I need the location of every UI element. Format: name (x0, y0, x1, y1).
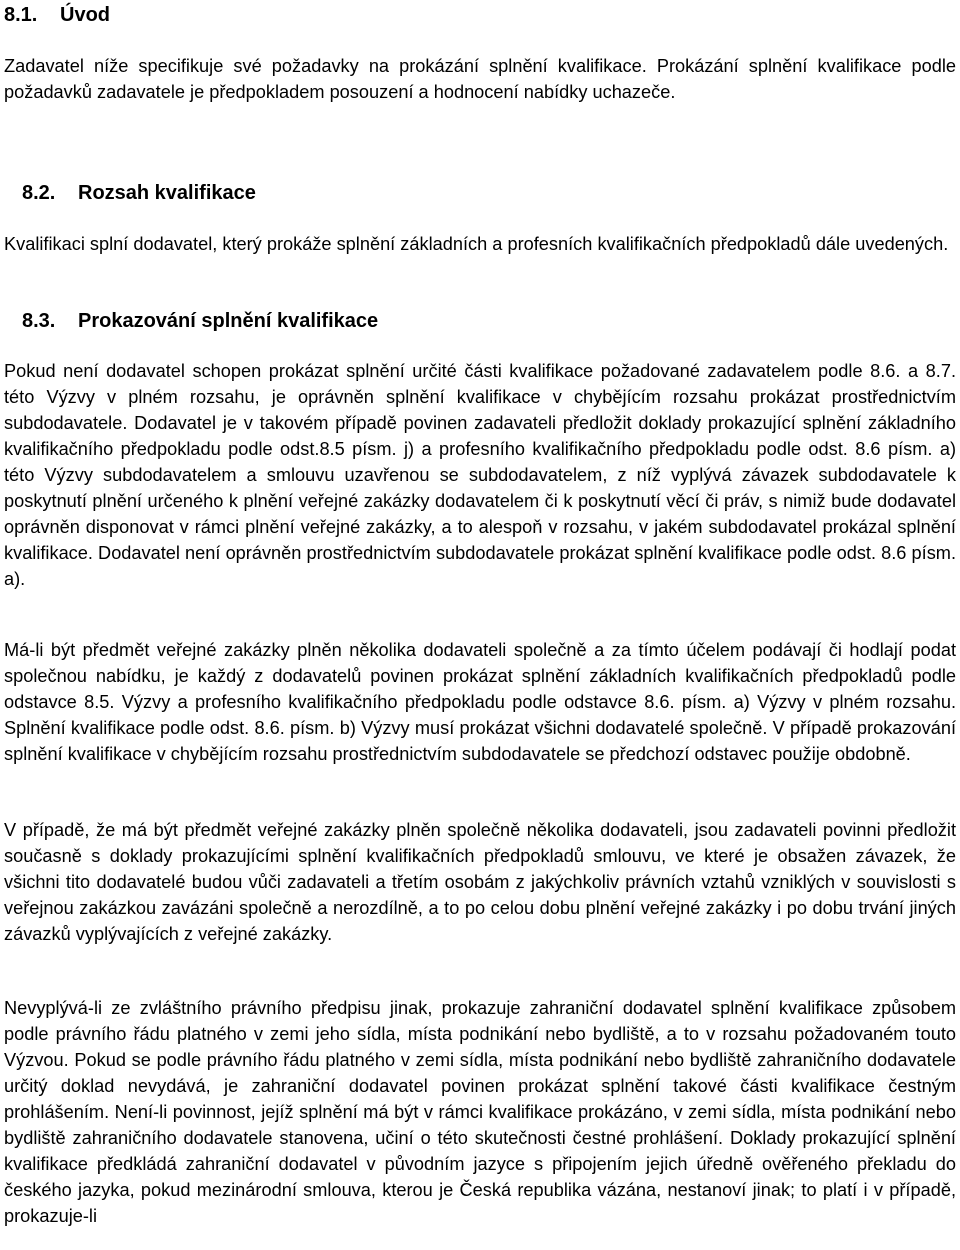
paragraph-scope: Kvalifikaci splní dodavatel, který prokáže splnění základních a profesních kvalifikačních předpokladů dále uvedených. (4, 234, 949, 254)
section-number: 8.2. (22, 182, 56, 204)
section-heading-uvod (4, 2, 110, 28)
section-title: Prokazování splnění kvalifikace (78, 310, 379, 332)
section-number: 8.3. (22, 310, 56, 332)
section-heading-rozsah (22, 180, 256, 206)
section-title: Úvod (60, 4, 110, 26)
section-title: Rozsah kvalifikace (78, 182, 256, 204)
section-number: 8.1. (4, 4, 38, 26)
paragraph-joint-liability: V případě, že má být předmět veřejné zakázky plněn společně několika dodavateli, jsou zadavateli povinni předložit současně s doklady prokazujícími splnění kvalifikačních předpokladů smlouvu, ve které je obsažen závazek, že všichni tito dodavatelé budou vůči zadavateli a třetím osobám z jakýchkoliv právních vztahů vzniklých v souvislosti s veřejnou zakázkou zavázáni společně a nerozdílně, a to po celou dobu plnění veřejné zakázky i po dobu trvání jiných závazků vyplývajících z veřejné zakázky. (4, 820, 956, 944)
section-heading-prokazovani (22, 308, 378, 334)
paragraph-intro: Zadavatel níže specifikuje své požadavky na prokázání splnění kvalifikace. Prokázání splnění kvalifikace podle požadavků zadavatele je předpokladem posouzení a hodnocení nabídky uchazeče. (4, 56, 956, 102)
paragraph-subcontractor: Pokud není dodavatel schopen prokázat splnění určité části kvalifikace požadované zadavatelem podle 8.6. a 8.7. této Výzvy v plném rozsahu, je oprávněn splnění kvalifikace v chybějícím rozsahu prokázat prostřednictvím subdodavatele. Dodavatel je v takovém případě povinen zadavateli předložit doklady prokazující splnění základního kvalifikačního předpokladu podle odst.8.5 písm. j) a profesního kvalifikačního předpokladu podle odst. 8.6 písm. a) této Výzvy subdodavatelem a smlouvu uzavřenou se subdodavatelem, z níž vyplývá závazek subdodavatele k poskytnutí plnění určeného k plnění veřejné zakázky dodavatelem či k poskytnutí věcí či práv, s nimiž bude dodavatel oprávněn disponovat v rámci plnění veřejné zakázky, a to alespoň v rozsahu, v jakém subdodavatel prokázal splnění kvalifikace. Dodavatel není oprávněn prostřednictvím subdodavatele prokázat splnění kvalifikace podle odst. 8.6 písm. a). (4, 361, 956, 589)
paragraph-foreign-supplier: Nevyplývá-li ze zvláštního právního předpisu jinak, prokazuje zahraniční dodavatel splnění kvalifikace způsobem podle právního řádu platného v zemi jeho sídla, místa podnikání nebo bydliště, a to v rozsahu požadovaném touto Výzvou. Pokud se podle právního řádu platného v zemi sídla, místa podnikání nebo bydliště zahraničního dodavatele určitý doklad nevydává, je zahraniční dodavatel povinen prokázat splnění takové části kvalifikace čestným prohlášením. Není-li povinnost, jejíž splnění má být v rámci kvalifikace prokázáno, v zemi sídla, místa podnikání nebo bydliště zahraničního dodavatele stanovena, učiní o této skutečnosti čestné prohlášení. Doklady prokazující splnění kvalifikace předkládá zahraniční dodavatel v původním jazyce s připojením jejich úředně ověřeného překladu do českého jazyka, pokud mezinárodní smlouva, kterou je Česká republika vázána, nestanoví jinak; to platí i v případě, prokazuje-li (4, 998, 956, 1226)
paragraph-joint-bid: Má-li být předmět veřejné zakázky plněn několika dodavateli společně a za tímto účelem podávají či hodlají podat společnou nabídku, je každý z dodavatelů povinen prokázat splnění základních kvalifikačních předpokladů podle odstavce 8.5. Výzvy a profesního kvalifikačního předpokladu podle odstavce 8.6. písm. a) Výzvy v plném rozsahu. Splnění kvalifikace podle odst. 8.6. písm. b) Výzvy musí prokázat všichni dodavatelé společně. V případě prokazování splnění kvalifikace v chybějícím rozsahu prostřednictvím subdodavatele se předchozí odstavec použije obdobně. (4, 640, 956, 764)
